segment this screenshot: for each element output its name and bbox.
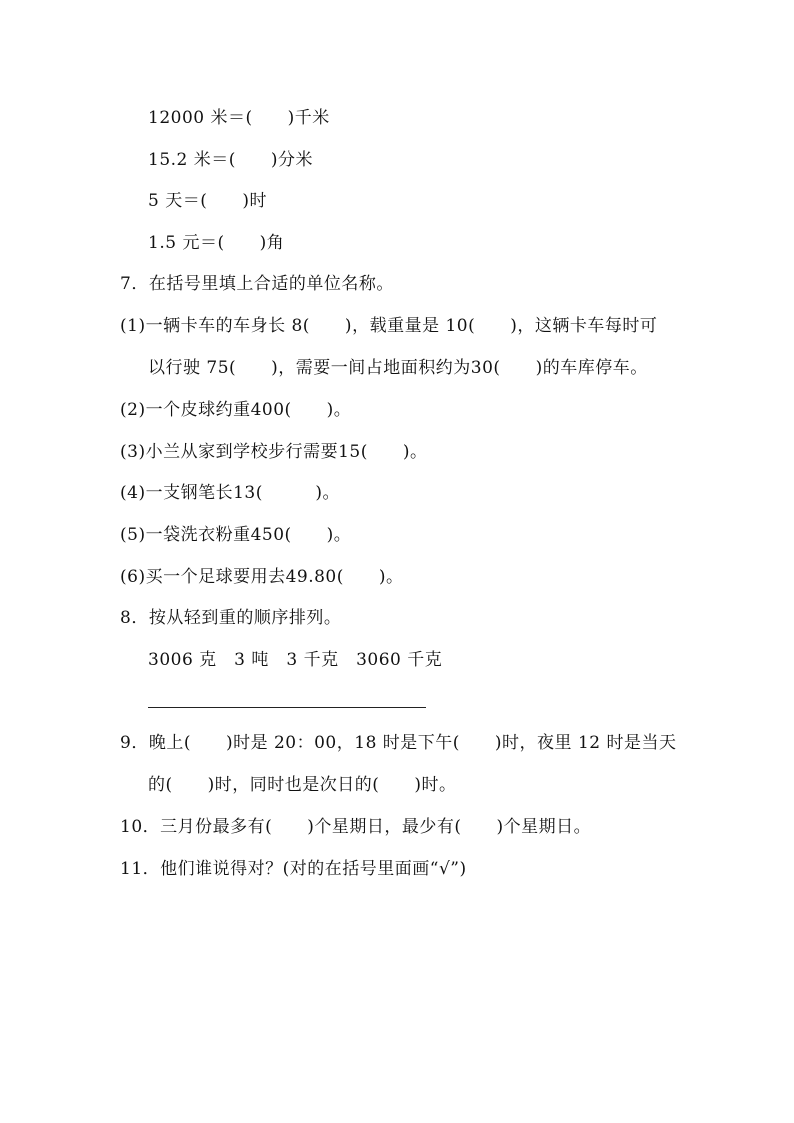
question-7-item-1: (1)一辆卡车的车身长 8( )，载重量是 10( )，这辆卡车每时可 [120,316,658,336]
question-7-item-6: (6)买一个足球要用去49.80( )。 [120,567,404,587]
question-11: 11．他们谁说得对？(对的在括号里面画“√”) [120,859,467,879]
question-9-line-2: 的( )时，同时也是次日的( )时。 [148,775,457,795]
question-8-title: 8．按从轻到重的顺序排列。 [120,608,342,628]
conversion-line-4: 1.5 元＝( )角 [148,233,285,253]
question-7-title: 7．在括号里填上合适的单位名称。 [120,274,394,294]
conversion-line-3: 5 天＝( )时 [148,191,267,211]
question-7-item-2: (2)一个皮球约重400( )。 [120,400,352,420]
question-7-item-5: (5)一袋洗衣粉重450( )。 [120,525,352,545]
question-10: 10．三月份最多有( )个星期日，最少有( )个星期日。 [120,817,592,837]
question-7-item-4: (4)一支钢笔长13( )。 [120,483,340,503]
conversion-line-2: 15.2 米＝( )分米 [148,150,314,170]
conversion-line-1: 12000 米＝( )千米 [148,108,330,128]
question-8-items: 3006 克 3 吨 3 千克 3060 千克 [148,650,443,670]
question-9-line-1: 9．晚上( )时是 20：00，18 时是下午( )时，夜里 12 时是当天 [120,733,677,753]
question-7-item-3: (3)小兰从家到学校步行需要15( )。 [120,442,428,462]
question-7-item-1-continued: 以行驶 75( )，需要一间占地面积约为30( )的车库停车。 [148,358,648,378]
answer-line [148,707,426,708]
